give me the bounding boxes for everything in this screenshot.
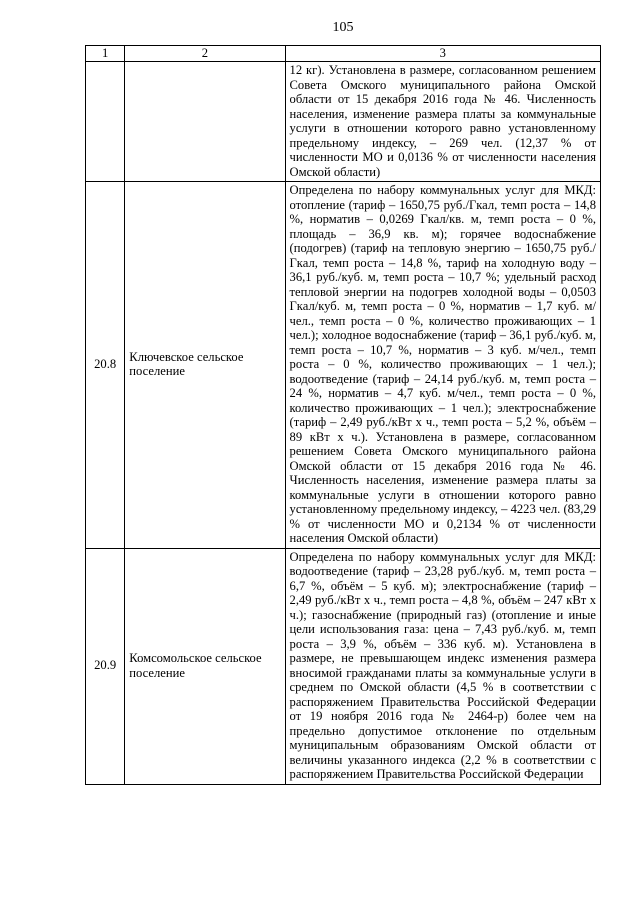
description-cell: Определена по набору коммунальных услуг для МКД: отопление (тариф – 1650,75 руб./Гкал, темп роста – 14,8 %, норматив – 0,0269 Гкал/кв. м, темп роста – 0 %, площадь – 36,9 кв. м); горячее водоснабжение (подогрев) (тариф на тепловую энергию – 1650,75 руб./Гкал, темп роста – 14,8 %, тариф на холодную воду – 36,1 руб./куб. м, темп роста – 10,7 %; удельный расход тепловой энергии на подогрев холодной воды – 0,0503 Гкал/куб. м, темп роста – 0 %, норматив – 1,7 куб. м/чел., темп роста – 0 %, количество проживающих – 1 чел.); холодное водоснабжение (тариф – 36,1 руб./куб. м, темп роста – 10,7 %, норматив – 3 куб. м/чел., темп роста – 0 %, количество проживающих – 1 чел.); водоотведение (тариф – 24,14 руб./куб. м, темп роста – 24 %, норматив – 4,7 куб. м/чел., темп роста – 0 %, количество проживающих – 1 чел.); электроснабжение (тариф – 2,49 руб./кВт х ч., темп роста – 5,2 %, объём – 89 кВт х ч.). Установлена в размере, согласованном решением Совета Омского муниципального района Омской области от 15 декабря 2016 года № 46. Численность населения, изменение размера платы за коммунальные услуги в отношении которого равно установленному предельному индексу, – 4223 чел. (83,29 % от численности МО и 0,2134 % от численности населения Омской области) [285,182,600,549]
column-header-3: 3 [285,46,600,62]
table-row [86,182,601,549]
description-cell: Определена по набору коммунальных услуг для МКД: водоотведение (тариф – 23,28 руб./куб. м, темп роста – 6,7 %, объём – 5 куб. м); электроснабжение (тариф – 2,49 руб./кВт х ч., темп роста – 4,8 %, объём – 247 кВт х ч.); газоснабжение (природный газ) (отопление и иные цели использования газа: цена – 7,43 руб./куб. м, темп роста – 3,9 %, объём – 336 куб. м). Установлена в размере, не превышающем индекс изменения размера вносимой гражданами платы за коммунальные услуги в среднем по Омской области (4,5 % в соответствии с распоряжением Правительства Российской Федерации от 19 ноября 2016 года № 2464-р) более чем на предельно допустимое отклонение по отдельным муниципальным образованиям Омской области от величины указанного индекса (2,2 % в соответствии с распоряжением Правительства Российской Федерации [285,548,600,784]
row-number-cell: 20.9 [86,548,125,784]
column-header-2: 2 [125,46,285,62]
column-header-1: 1 [86,46,125,62]
row-number-cell: 20.8 [86,182,125,549]
settlement-name-cell: Комсомольское сельское поселение [125,548,285,784]
table-row [86,62,601,182]
table-header-row [86,46,601,62]
description-cell: 12 кг). Установлена в размере, согласованном решением Совета Омского муниципального района Омской области от 15 декабря 2016 года № 46. Численность населения, изменение размера платы за коммунальные услуги в отношении которого равно установленному предельному индексу, – 269 чел. (12,37 % от численности МО и 0,0136 % от численности населения Омской области) [285,62,600,182]
settlement-name-cell [125,62,285,182]
table-row [86,548,601,784]
page-number: 105 [332,20,354,35]
settlement-name-cell: Ключевское сельское поселение [125,182,285,549]
row-number-cell [86,62,125,182]
tariff-table [85,45,601,785]
